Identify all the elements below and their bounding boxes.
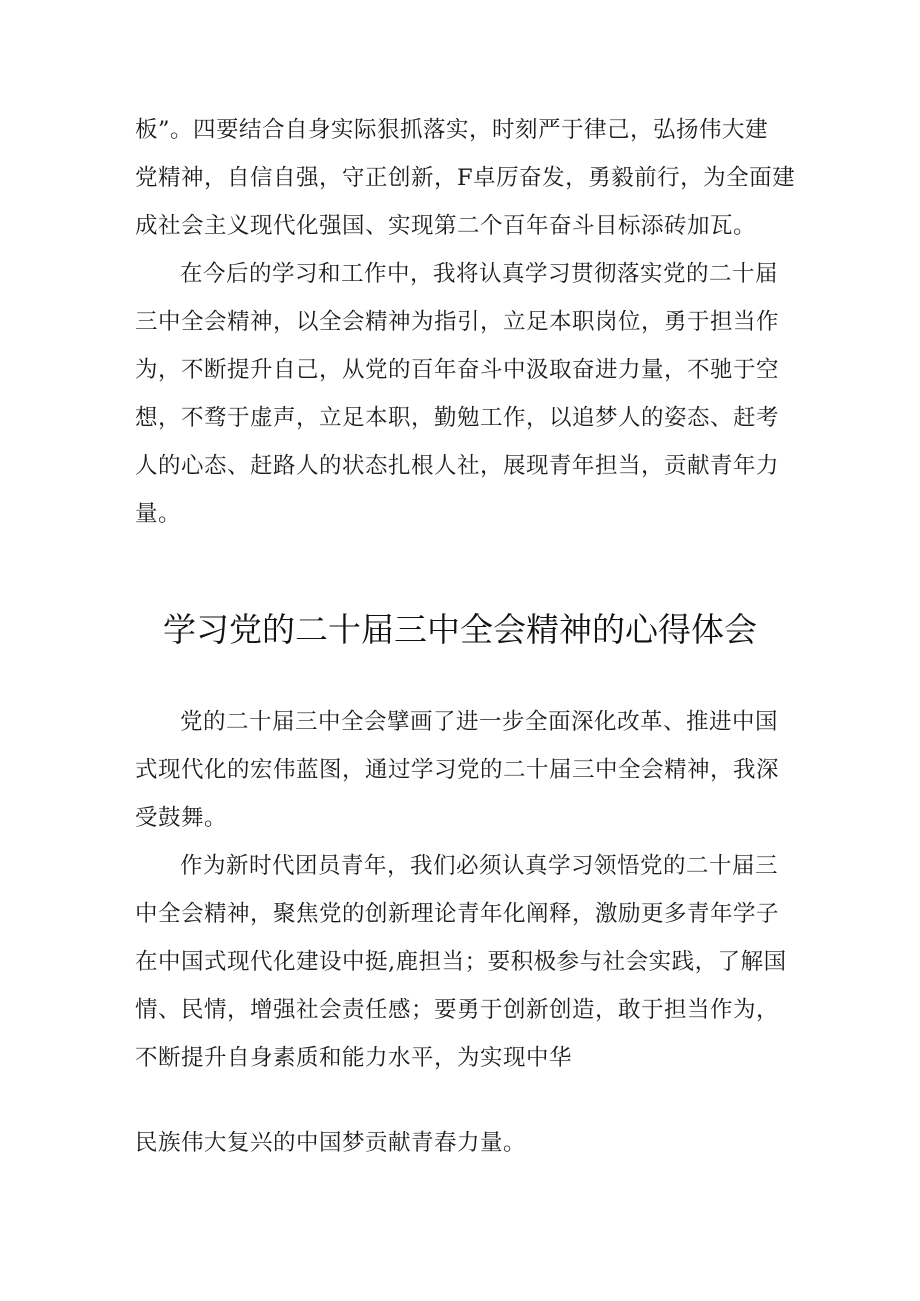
paragraph-line: 情、民情，增强社会责任感；要勇于创新创造，敢于担当作为， [135, 997, 780, 1023]
article-title: 学习党的二十届三中全会精神的心得体会 [163, 610, 757, 649]
paragraph-line: 不断提升自身素质和能力水平，为实现中华 [135, 1045, 573, 1071]
paragraph-line: 中全会精神，聚焦党的创新理论青年化阐释，激励更多青年学子 [135, 901, 780, 927]
paragraph-line: 人的心态、赶路人的状态扎根人社，展现青年担当，贡献青年力 [135, 453, 780, 479]
paragraph-line: 为，不断提升自己，从党的百年奋斗中汲取奋进力量，不驰于空 [135, 357, 780, 383]
paragraph-line: 在今后的学习和工作中，我将认真学习贯彻落实党的二十届 [180, 261, 779, 287]
paragraph-line: 想，不骛于虚声，立足本职，勤勉工作，以追梦人的姿态、赶考 [135, 405, 780, 431]
paragraph-line: 党的二十届三中全会擘画了进一步全面深化改革、推进中国 [180, 709, 779, 735]
paragraph-line: 板”。四要结合自身实际狠抓落实，时刻严于律己，弘扬伟大建 [135, 117, 769, 143]
paragraph-line: 式现代化的宏伟蓝图，通过学习党的二十届三中全会精神，我深 [135, 757, 780, 783]
paragraph-line: 量。 [135, 501, 182, 527]
paragraph-line: 受鼓舞。 [135, 805, 228, 831]
paragraph-line: 在中国式现代化建设中挺,鹿担当；要积极参与社会实践，了解国 [135, 949, 787, 975]
paragraph-line: 三中全会精神，以全会精神为指引，立足本职岗位，勇于担当作 [135, 309, 780, 335]
paragraph-line: 成社会主义现代化强国、实现第二个百年奋斗目标添砖加瓦。 [135, 213, 757, 239]
paragraph-line: 党精神，自信自强，守正创新，F卓厉奋发，勇毅前行，为全面建 [135, 165, 796, 191]
paragraph-line: 民族伟大复兴的中国梦贡献青春力量。 [135, 1130, 527, 1156]
paragraph-line: 作为新时代团员青年，我们必须认真学习领悟党的二十届三 [180, 853, 779, 879]
